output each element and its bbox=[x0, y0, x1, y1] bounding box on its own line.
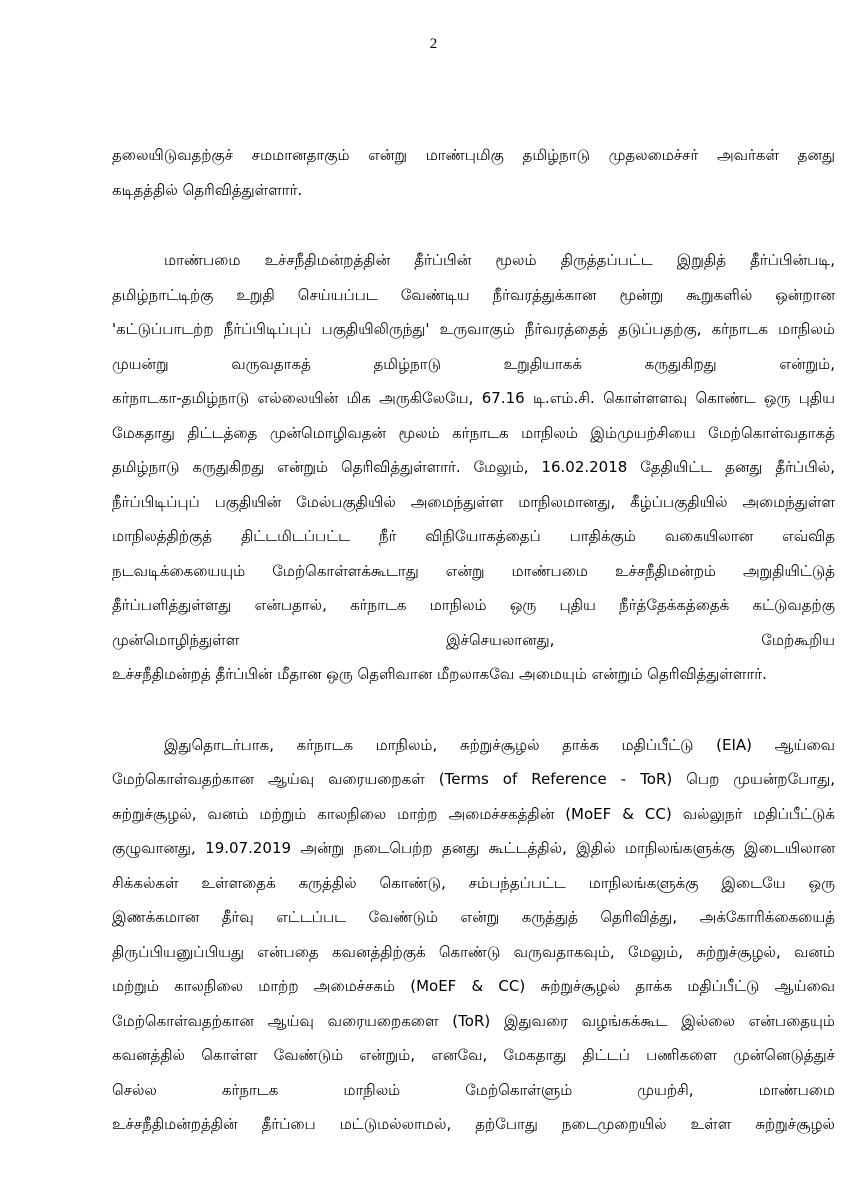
text-line: முயன்று வருவதாகத் தமிழ்நாடு உறுதியாகக் கருதுகிறது என்றும், bbox=[112, 354, 835, 373]
text-line: தீர்ப்பளித்துள்ளது என்பதால், கர்நாடக மாநிலம் ஒரு புதிய நீர்த்தேக்கத்தைக் கட்டுவதற்கு bbox=[112, 596, 835, 614]
text-line: சுற்றுச்சூழல், வனம் மற்றும் காலநிலை மாற்ற அமைச்சகத்தின் (MoEF & CC) வல்லுநர் மதிப்பீட்டுக் bbox=[112, 804, 835, 823]
text-line: உச்சநீதிமன்றத் தீர்ப்பின் மீதான ஒரு தெளிவான மீறலாகவே அமையும் என்றும் தெரிவித்துள்ளார். bbox=[112, 665, 767, 683]
paragraph-1 bbox=[112, 138, 835, 207]
text-line: இணக்கமான தீர்வு எட்டப்பட வேண்டும் என்று கருத்துத் தெரிவித்து, அக்கோரிக்கையைத் bbox=[112, 908, 835, 926]
paragraph-3 bbox=[112, 728, 835, 1142]
text-line: மாண்பமை உச்சநீதிமன்றத்தின் தீர்ப்பின் மூலம் திருத்தப்பட்ட இறுதித் தீர்ப்பின்படி, bbox=[164, 251, 835, 269]
text-line: கர்நாடகா-தமிழ்நாடு எல்லையின் மிக அருகிலேயே, 67.16 டி.எம்.சி. கொள்ளளவு கொண்ட ஒரு புதிய bbox=[112, 389, 835, 407]
paragraph-2 bbox=[112, 243, 835, 692]
text-line: தலையிடுவதற்குச் சமமானதாகும் என்று மாண்புமிகு தமிழ்நாடு முதலமைச்சர் அவர்கள் தனது bbox=[112, 146, 835, 164]
text-line: தமிழ்நாடு கருதுகிறது என்றும் தெரிவித்துள்ளார். மேலும், 16.02.2018 தேதியிட்ட தனது தீர்ப்பில், bbox=[112, 458, 835, 476]
text-line: திருப்பியனுப்பியது என்பதை கவனத்திற்குக் கொண்டு வருவதாகவும், மேலும், சுற்றுச்சூழல், வனம் bbox=[112, 942, 835, 961]
text-line: நடவடிக்கையையும் மேற்கொள்ளக்கூடாது என்று மாண்பமை உச்சநீதிமன்றம் அறுதியிட்டுத் bbox=[112, 561, 835, 580]
text-line: மேற்கொள்வதற்கான ஆய்வு வரையறைகள் (Terms of Reference - ToR) பெற முயன்றபோது, bbox=[112, 770, 835, 788]
text-line: மற்றும் காலநிலை மாற்ற அமைச்சகம் (MoEF & CC) சுற்றுச்சூழல் தாக்க மதிப்பீட்டு ஆய்வை bbox=[112, 977, 835, 995]
text-line: மேகதாது திட்டத்தை முன்மொழிவதன் மூலம் கர்நாடக மாநிலம் இம்முயற்சியை மேற்கொள்வதாகத் bbox=[112, 423, 835, 442]
text-line: தமிழ்நாட்டிற்கு உறுதி செய்யப்பட வேண்டிய நீர்வரத்துக்கான மூன்று கூறுகளில் ஒன்றான bbox=[112, 285, 835, 304]
text-line: கவனத்தில் கொள்ள வேண்டும் என்றும், எனவே, மேகதாது திட்டப் பணிகளை முன்னெடுத்துச் bbox=[112, 1046, 835, 1064]
text-line: முன்மொழிந்துள்ள இச்செயலானது, மேற்கூறிய bbox=[112, 630, 835, 649]
text-line: சிக்கல்கள் உள்ளதைக் கருத்தில் கொண்டு, சம்பந்தப்பட்ட மாநிலங்களுக்கு இடையே ஒரு bbox=[112, 873, 835, 892]
page-number: 2 bbox=[429, 36, 438, 52]
text-line: செல்ல கர்நாடக மாநிலம் மேற்கொள்ளும் முயற்சி, மாண்பமை bbox=[112, 1080, 835, 1099]
text-line: குழுவானது, 19.07.2019 அன்று நடைபெற்ற தனது கூட்டத்தில், இதில் மாநிலங்களுக்கு இடையிலான bbox=[112, 839, 835, 857]
text-line: மேற்கொள்வதற்கான ஆய்வு வரையறைகளை (ToR) இதுவரை வழங்கக்கூட இல்லை என்பதையும் bbox=[112, 1011, 835, 1030]
document-body bbox=[112, 138, 835, 1142]
text-line: இதுதொடர்பாக, கர்நாடக மாநிலம், சுற்றுச்சூழல் தாக்க மதிப்பீட்டு (EIA) ஆய்வை bbox=[164, 735, 835, 754]
text-line: உச்சநீதிமன்றத்தின் தீர்ப்பை மட்டுமல்லாமல், தற்போது நடைமுறையில் உள்ள சுற்றுச்சூழல் bbox=[112, 1115, 835, 1133]
text-line: கடிதத்தில் தெரிவித்துள்ளார். bbox=[112, 180, 303, 199]
text-line: மாநிலத்திற்குத் திட்டமிடப்பட்ட நீர் விநியோகத்தைப் பாதிக்கும் வகையிலான எவ்வித bbox=[112, 527, 835, 545]
text-line: நீர்ப்பிடிப்புப் பகுதியின் மேல்பகுதியில் அமைந்துள்ள மாநிலமானது, கீழ்ப்பகுதியில் அமைந்துள்ள bbox=[112, 492, 835, 511]
text-line: 'கட்டுப்பாடற்ற நீர்ப்பிடிப்புப் பகுதியிலிருந்து' உருவாகும் நீர்வரத்தைத் தடுப்பதற்கு, கர்நாடக மாநிலம் bbox=[112, 320, 835, 338]
